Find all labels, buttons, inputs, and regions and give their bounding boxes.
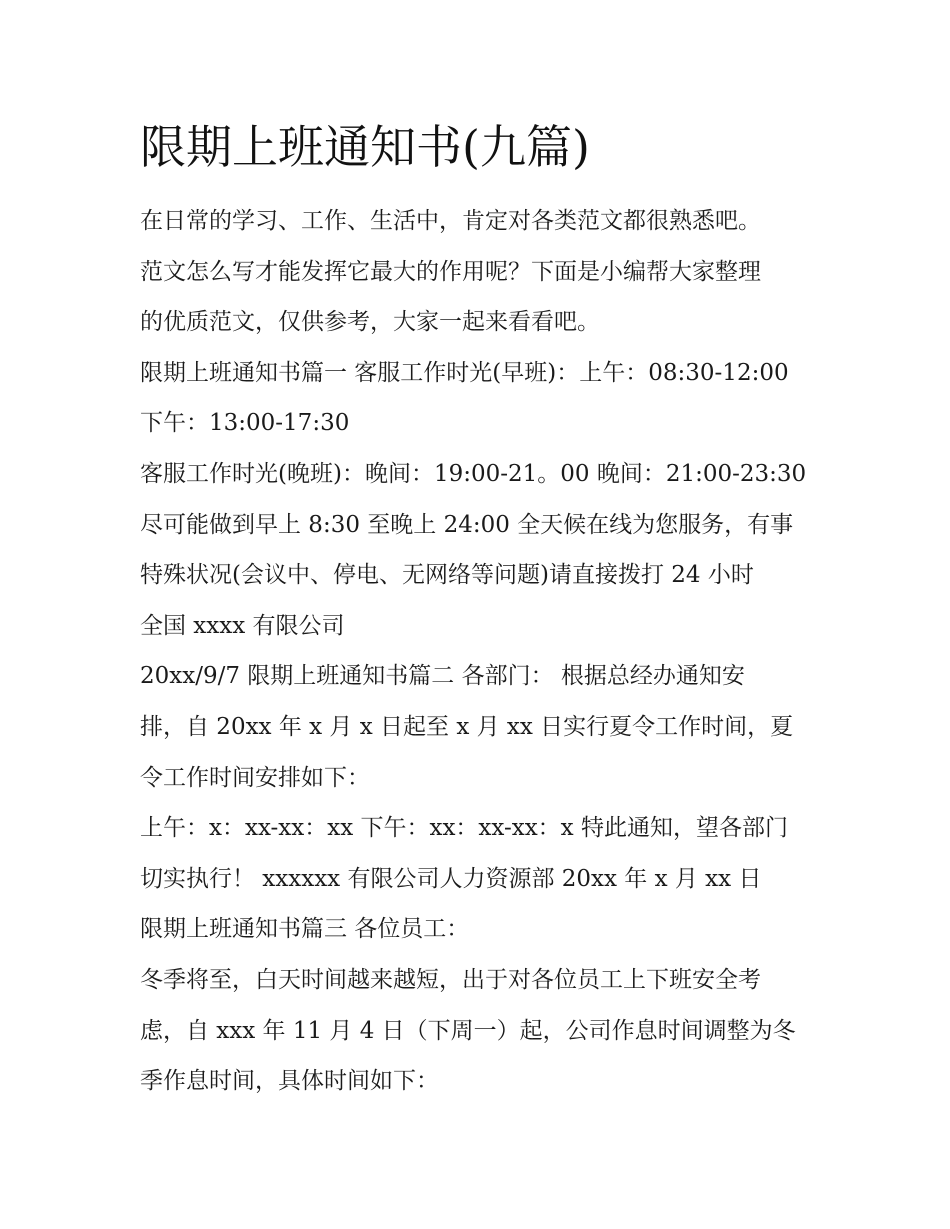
document-body — [140, 196, 830, 1107]
body-line: 上午：x：xx-xx：xx 下午：xx：xx-xx：x 特此通知，望各部门 — [140, 815, 788, 842]
body-line: 特殊状况(会议中、停电、无网络等问题)请直接拨打 24 小时 — [140, 562, 754, 589]
body-line: 下午：13:00-17:30 — [140, 410, 350, 437]
body-line: 令工作时间安排如下： — [140, 764, 370, 791]
body-line: 限期上班通知书篇三 各位员工： — [140, 916, 470, 943]
body-line: 全国 xxxx 有限公司 — [140, 612, 345, 639]
body-line: 季作息时间，具体时间如下： — [140, 1068, 439, 1095]
body-line: 排，自 20xx 年 x 月 x 日起至 x 月 xx 日实行夏令工作时间，夏 — [140, 713, 794, 740]
body-line: 客服工作时光(晚班)：晚间：19:00-21。00 晚间：21:00-23:30 — [140, 460, 807, 487]
body-line: 的优质范文，仅供参考，大家一起来看看吧。 — [140, 309, 600, 336]
body-line: 尽可能做到早上 8:30 至晚上 24:00 全天候在线为您服务，有事 — [140, 511, 794, 538]
document-title: 限期上班通知书(九篇) — [140, 120, 590, 174]
body-line: 冬季将至，白天时间越来越短，出于对各位员工上下班安全考 — [140, 966, 761, 993]
body-line: 虑，自 xxx 年 11 月 4 日（下周一）起，公司作息时间调整为冬 — [140, 1017, 796, 1044]
body-line: 在日常的学习、工作、生活中，肯定对各类范文都很熟悉吧。 — [140, 208, 761, 234]
body-line: 范文怎么写才能发挥它最大的作用呢？下面是小编帮大家整理 — [140, 258, 761, 285]
body-line: 切实执行！ xxxxxx 有限公司人力资源部 20xx 年 x 月 xx 日 — [140, 865, 762, 892]
body-line: 限期上班通知书篇一 客服工作时光(早班)：上午：08:30-12:00 — [140, 359, 789, 386]
body-line: 20xx/9/7 限期上班通知书篇二 各部门： 根据总经办通知安 — [140, 663, 745, 690]
